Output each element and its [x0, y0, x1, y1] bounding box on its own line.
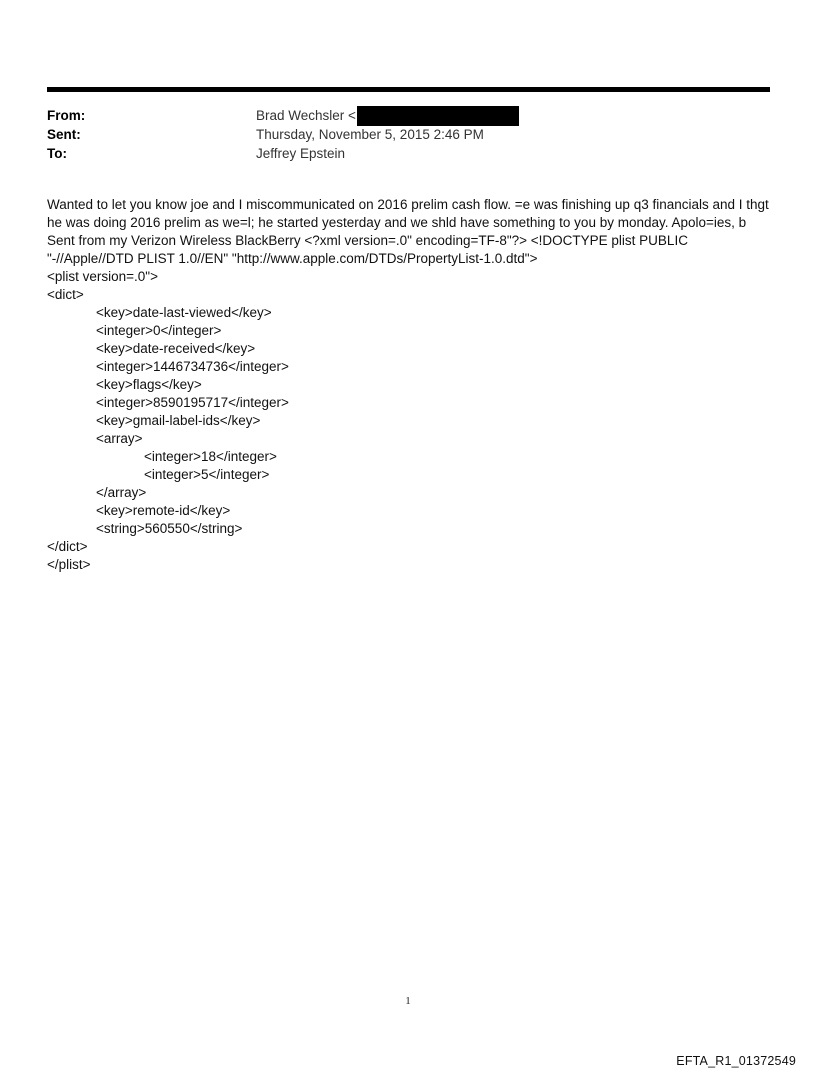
plist-line: </array>	[96, 485, 147, 500]
email-body	[47, 196, 777, 574]
to-value: Jeffrey Epstein	[256, 146, 346, 161]
plist-line: <key>date-received</key>	[96, 341, 256, 356]
plist-line: <key>remote-id</key>	[96, 503, 231, 518]
redaction-box	[357, 106, 519, 126]
bates-number: EFTA_R1_01372549	[676, 1054, 796, 1068]
page-number: 1	[405, 995, 411, 1007]
plist-line: <integer>8590195717</integer>	[96, 395, 289, 410]
to-row	[47, 144, 770, 163]
plist-line: <key>flags</key>	[96, 377, 202, 392]
plist-line: <key>gmail-label-ids</key>	[96, 413, 261, 428]
plist-line: <plist version=.0">	[47, 269, 158, 284]
plist-line: <array>	[96, 431, 143, 446]
from-value	[256, 106, 519, 126]
plist-line: <string>560550</string>	[96, 521, 243, 536]
plist-line: <integer>18</integer>	[144, 449, 277, 464]
header-rule	[47, 87, 770, 92]
sender-name: Brad Wechsler <	[256, 108, 356, 123]
plist-line: <integer>5</integer>	[144, 467, 270, 482]
plist-line: <integer>0</integer>	[96, 323, 222, 338]
from-label: From:	[47, 108, 86, 123]
from-row	[47, 106, 770, 125]
sent-label: Sent:	[47, 127, 81, 142]
plist-line: </dict>	[47, 539, 88, 554]
email-header	[47, 106, 770, 163]
plist-line: <key>date-last-viewed</key>	[96, 305, 272, 320]
plist-line: <dict>	[47, 287, 84, 302]
to-label: To:	[47, 146, 67, 161]
plist-line: </plist>	[47, 557, 91, 572]
body-paragraph: Wanted to let you know joe and I miscommunicated on 2016 prelim cash flow. =e was finishing up q3 financials and I thgt he was doing 2016 prelim as we=l; he started yesterday and we shld have something to you by monday. Apolo=ies, b Sent from my Verizon Wireless BlackBerry <?xml version=.0" encoding=TF-8"?> <!DOCTYPE plist PUBLIC "-//Apple//DTD PLIST 1.0//EN" "http://www.apple.com/DTDs/PropertyList-1.0.dtd">	[47, 197, 769, 266]
plist-line: <integer>1446734736</integer>	[96, 359, 289, 374]
sent-row	[47, 125, 770, 144]
sent-value: Thursday, November 5, 2015 2:46 PM	[256, 127, 484, 142]
